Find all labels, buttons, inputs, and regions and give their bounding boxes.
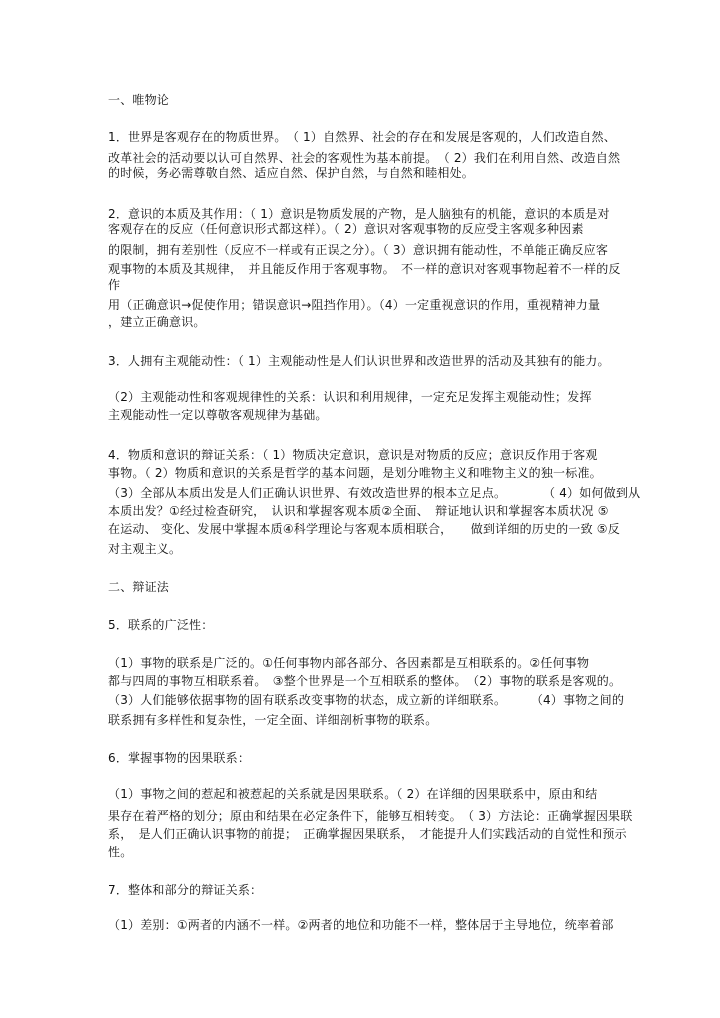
paragraph-line: 在运动、 变化、发展中掌握本质④科学理论与客观本质相联合， 做到详细的历史的一致 ⑤反 [108, 522, 620, 536]
paragraph-line: 1．世界是客观存在的物质世界。 （ 1）自然界、社会的存在和发展是客观的，人们改造自然、 [108, 130, 616, 144]
paragraph-line: 6．掌握事物的因果联系： [108, 751, 251, 765]
section-heading-materialism: 一、唯物论 [108, 93, 170, 107]
paragraph-line: 4．物质和意识的辩证关系：（ 1）物质决定意识，意识是对物质的反应；意识反作用于客观 [108, 448, 598, 462]
paragraph-line: 客观存在的反应（任何意识形式都这样）。（ 2）意识对客观事物的反应受主客观多种因素 [108, 222, 584, 236]
paragraph-line: 主观能动性一定以尊敬客观规律为基础。 [108, 408, 328, 422]
paragraph-line: 系， 是人们正确认识事物的前提； 正确掌握因果联系， 才能提升人们实践活动的自觉性和预示 [108, 827, 627, 841]
paragraph-line: 观事物的本质及其规律， 并且能反作用于客观事物。 不一样的意识对客观事物起着不一样的反 [108, 262, 621, 276]
paragraph-line: 本质出发？①经过检查研究， 认识和掌握客观本质②全面、 辩证地认识和掌握客本质状况 ⑤ [108, 504, 609, 518]
paragraph-line: 作 [108, 278, 121, 292]
paragraph-line: （1）事物之间的惹起和被惹起的关系就是因果联系。（ 2）在详细的因果联系中，原由和结 [108, 787, 598, 801]
paragraph-line: （3）人们能够依据事物的固有联系改变事物的状态，成立新的详细联系。 （4）事物之间的 [108, 693, 625, 707]
paragraph-line: （1）事物的联系是广泛的。①任何事物内部各部分、各因素都是互相联系的。②任何事物 [108, 656, 590, 670]
paragraph-line: 的限制，拥有差别性（反应不一样或有正误之分）。（ 3）意识拥有能动性，不单能正确反应客 [108, 243, 609, 257]
paragraph-line: ，建立正确意识。 [108, 315, 206, 329]
paragraph-line: 事物。（ 2）物质和意识的关系是哲学的基本问题，是划分唯物主义和唯物主义的独一标准。 [108, 466, 602, 480]
paragraph-line: 用（正确意识→促使作用；错误意识→阻挡作用）。（4）一定重视意识的作用，重视精神力量 [108, 298, 601, 312]
paragraph-line: 联系拥有多样性和复杂性，一定全面、详细剖析事物的联系。 [108, 713, 438, 727]
paragraph-line: 果存在着严格的划分；原由和结果在必定条件下，能够互相转变。 （ 3）方法论：正确掌握因果联 [108, 809, 633, 823]
paragraph-line: （2）主观能动性和客观规律性的关系：认识和利用规律，一定充足发挥主观能动性；发挥 [108, 390, 592, 404]
paragraph-line: 都与四周的事物互相联系着。 ③整个世界是一个互相联系的整体。 （2）事物的联系是客观的。 [108, 674, 622, 688]
paragraph-line: 2．意识的本质及其作用：（ 1）意识是物质发展的产物，是人脑独有的机能，意识的本质是对 [108, 207, 610, 221]
paragraph-line: 5．联系的广泛性： [108, 618, 214, 632]
section-heading-dialectics: 二、辩证法 [108, 580, 170, 594]
paragraph-line: 3．人拥有主观能动性：（ 1）主观能动性是人们认识世界和改造世界的活动及其独有的能力。 [108, 354, 610, 368]
paragraph-line: （3）全部从本质出发是人们正确认识世界、有效改造世界的根本立足点。 （ 4）如何做到从 [108, 486, 641, 500]
paragraph-line: 对主观主义。 [108, 542, 182, 556]
paragraph-line: 改革社会的活动要以认可自然界、社会的客观性为基本前提。 （ 2）我们在利用自然、改造自然 [108, 151, 621, 165]
paragraph-line: 性。 [108, 845, 133, 859]
paragraph-line: 的时候，务必需尊敬自然、适应自然、保护自然，与自然和睦相处。 [108, 166, 475, 180]
paragraph-line: 7．整体和部分的辩证关系： [108, 883, 263, 897]
paragraph-line: （1）差别：①两者的内涵不一样。②两者的地位和功能不一样，整体居于主导地位，统率着部 [108, 918, 614, 932]
